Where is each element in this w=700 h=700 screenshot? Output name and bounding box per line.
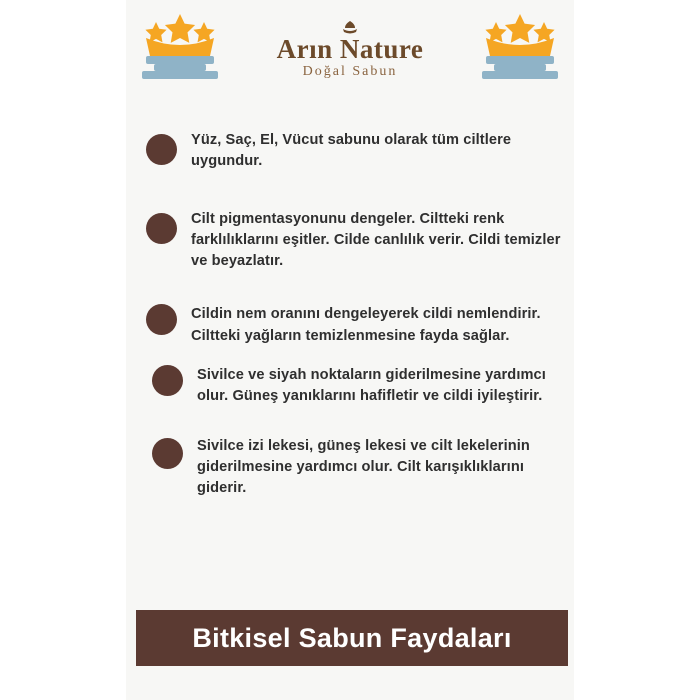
benefit-text: Cilt pigmentasyonunu dengeler. Ciltteki renk farklılıklarını eşitler. Cilde canlılık verir. Cildi temizler ve beyazlatır.: [191, 210, 561, 270]
list-item: [126, 359, 574, 408]
list-item: [126, 203, 574, 273]
three-stars-award-icon-right: [472, 12, 568, 84]
poster-header: [126, 0, 574, 108]
bullet-dot-icon: [152, 438, 183, 469]
bullet-dot-icon: [146, 213, 177, 244]
brand-subtitle: Doğal Sabun: [302, 64, 398, 80]
list-item: [126, 124, 574, 173]
footer-banner: [136, 610, 568, 666]
benefit-text: Sivilce ve siyah noktaların giderilmesine yardımcı olur. Güneş yanıklarını hafifletir ve cildi iyileştirir.: [197, 367, 546, 405]
list-item: [126, 430, 574, 500]
benefit-text: Sivilce izi lekesi, güneş lekesi ve cilt lekelerinin giderilmesine yardımcı olur. Cilt karışıklıklarını giderir.: [197, 437, 530, 497]
benefit-text: Cildin nem oranını dengeleyerek cildi nemlendirir. Ciltteki yağların temizlenmesine fayda sağlar.: [191, 306, 541, 344]
bullet-dot-icon: [152, 365, 183, 396]
brand-name: Arın Nature: [276, 34, 424, 64]
footer-title: Bitkisel Sabun Faydaları: [192, 622, 512, 653]
benefit-text: Yüz, Saç, El, Vücut sabunu olarak tüm ciltlere uygundur.: [191, 132, 512, 170]
list-item: [126, 298, 574, 347]
bullet-dot-icon: [146, 134, 177, 165]
bullet-dot-icon: [146, 304, 177, 335]
leaf-crown-icon: [339, 20, 361, 34]
benefits-list: [126, 124, 574, 522]
